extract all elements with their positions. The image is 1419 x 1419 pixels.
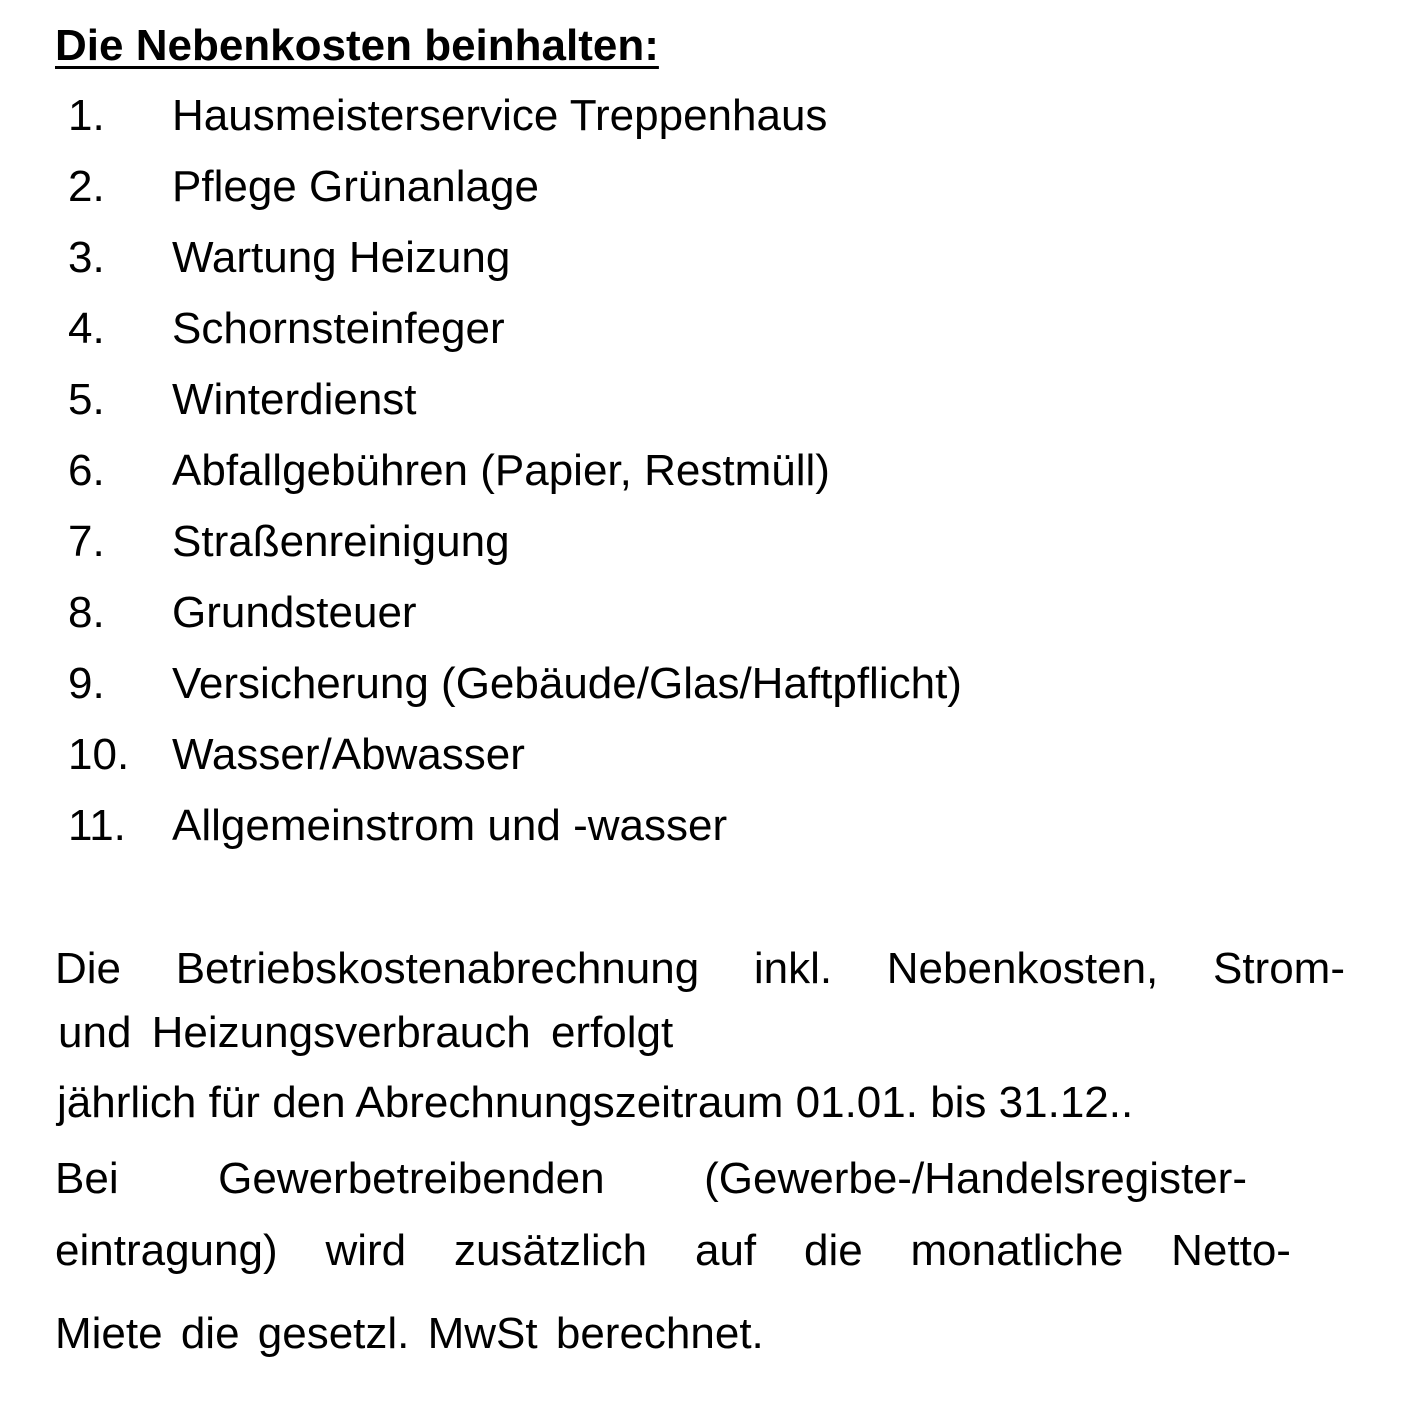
paragraph-word: auf <box>694 1226 757 1275</box>
list-item <box>0 587 1300 658</box>
paragraph-word: Nebenkosten, <box>886 944 1159 993</box>
paragraph-line-2: und Heizungsverbrauch erfolgt <box>58 1008 674 1057</box>
list-item <box>0 729 1300 800</box>
list-item <box>0 374 1300 445</box>
list-item <box>0 800 1300 871</box>
paragraph-line-5 <box>55 1225 1291 1277</box>
list-item-number: 3. <box>68 233 105 282</box>
paragraph-word: (Gewerbe-/Handelsregister- <box>704 1154 1247 1203</box>
list-item-number: 1. <box>68 91 105 140</box>
paragraph-word: Bei <box>55 1154 119 1203</box>
list-item <box>0 232 1300 303</box>
paragraph-word: Netto- <box>1171 1226 1291 1275</box>
list-item-number: 11. <box>68 801 126 850</box>
list-item-text: Straßenreinigung <box>172 517 510 566</box>
paragraph-line-4 <box>55 1153 1247 1205</box>
paragraph-word: Gewerbetreibenden <box>218 1154 605 1203</box>
list-item-text: Allgemeinstrom und -wasser <box>172 801 728 850</box>
paragraph-line-6: Miete die gesetzl. MwSt berechnet. <box>55 1309 764 1358</box>
list-item-text: Grundsteuer <box>172 588 417 637</box>
list-item-text: Hausmeisterservice Treppenhaus <box>172 91 828 140</box>
list-item-number: 9. <box>68 659 105 708</box>
list-item <box>0 303 1300 374</box>
list-item-number: 5. <box>68 375 105 424</box>
paragraph-word: Betriebskostenabrechnung <box>175 944 700 993</box>
list-item <box>0 658 1300 729</box>
list-item-number: 6. <box>68 446 105 495</box>
list-item <box>0 161 1300 232</box>
cost-list <box>0 90 1300 871</box>
list-item-text: Schornsteinfeger <box>172 304 505 353</box>
paragraph-word: monatliche <box>910 1226 1124 1275</box>
list-item <box>0 445 1300 516</box>
paragraph-word: inkl. <box>753 944 833 993</box>
paragraph-line-3: jährlich für den Abrechnungszeitraum 01.01. bis 31.12.. <box>57 1078 1134 1127</box>
list-item-text: Pflege Grünanlage <box>172 162 539 211</box>
list-item-text: Wasser/Abwasser <box>172 730 525 779</box>
list-item-text: Abfallgebühren (Papier, Restmüll) <box>172 446 830 495</box>
paragraph-word: zusätzlich <box>453 1226 648 1275</box>
list-item-number: 2. <box>68 162 105 211</box>
list-item-text: Versicherung (Gebäude/Glas/Haftpflicht) <box>172 659 962 708</box>
list-item <box>0 90 1300 161</box>
paragraph-word: die <box>803 1226 863 1275</box>
list-item-number: 8. <box>68 588 105 637</box>
paragraph-word: wird <box>325 1226 407 1275</box>
list-item-number: 10. <box>68 730 130 779</box>
list-item-number: 7. <box>68 517 105 566</box>
list-item <box>0 516 1300 587</box>
paragraph-line-1 <box>55 943 1345 995</box>
list-item-text: Wartung Heizung <box>172 233 511 282</box>
list-item-text: Winterdienst <box>172 375 417 424</box>
paragraph-word: Die <box>55 944 122 993</box>
paragraph-word: eintragung) <box>55 1226 278 1275</box>
paragraph-word: Strom- <box>1212 944 1345 993</box>
page-title: Die Nebenkosten beinhalten: <box>55 21 659 70</box>
list-item-number: 4. <box>68 304 105 353</box>
